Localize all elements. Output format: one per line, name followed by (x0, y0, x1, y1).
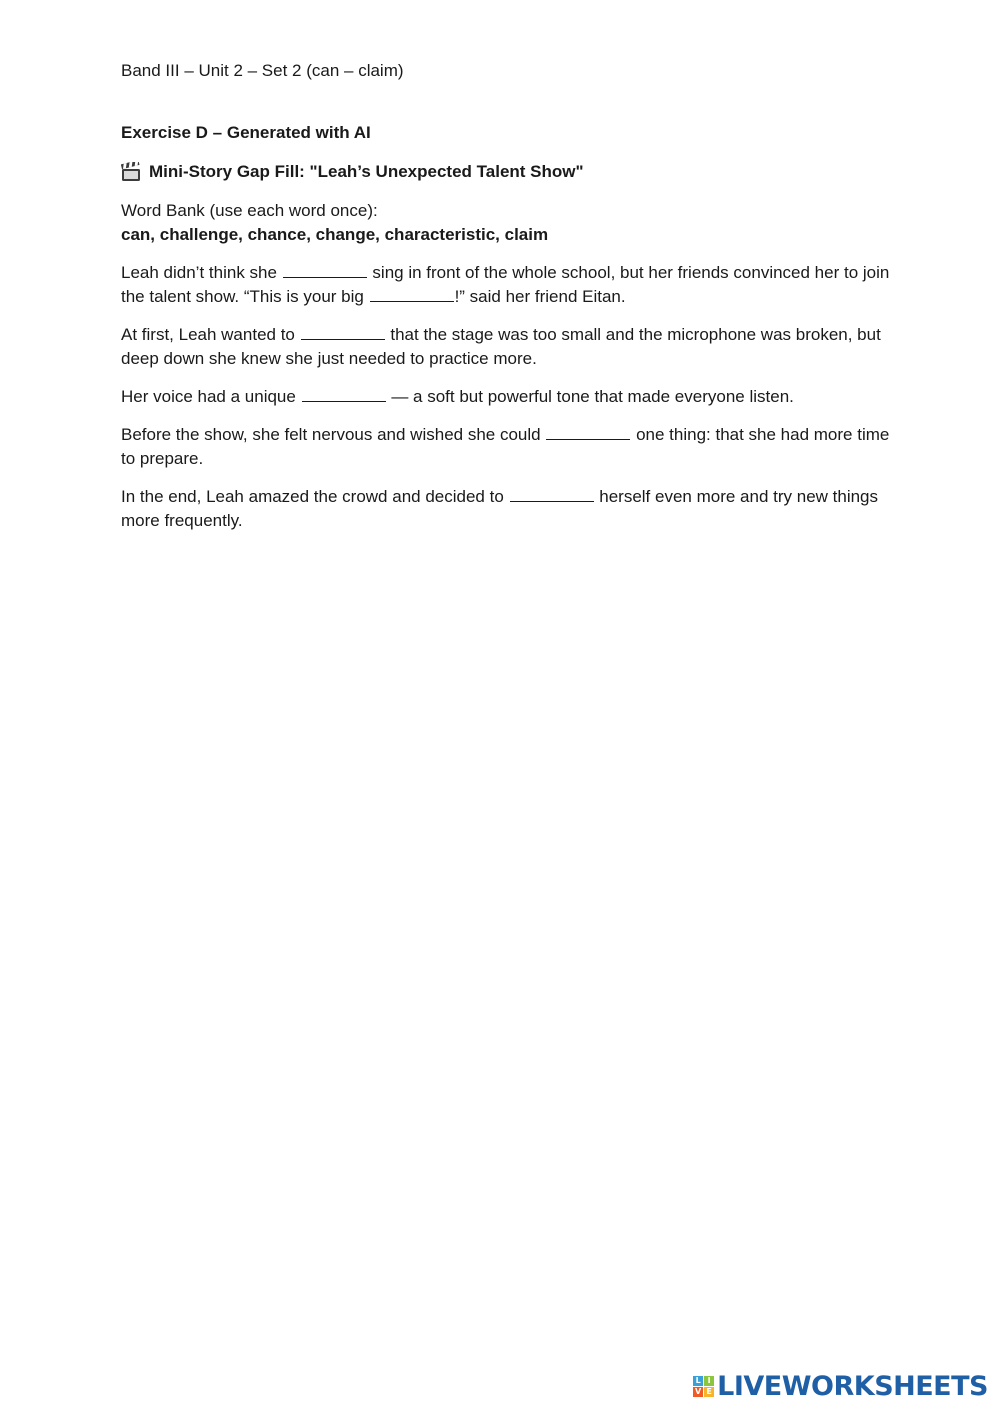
liveworksheets-wordmark: LIVEWORKSHEETS (717, 1371, 988, 1402)
gap-blank-1[interactable] (283, 263, 367, 278)
paragraph-text: herself even more and try new things more frequently. (121, 487, 879, 530)
mark-letter: V (695, 1387, 702, 1396)
story-title (121, 161, 584, 183)
paragraph-text: At first, Leah wanted to (121, 325, 295, 344)
paragraph-text: sing in front of the whole school, but her friends convinced her to join the talent show. “This is your big (121, 263, 890, 306)
paragraph-text: In the end, Leah amazed the crowd and decided to (121, 487, 504, 506)
story-paragraph-2 (121, 323, 891, 371)
gap-blank-3[interactable] (301, 325, 385, 340)
word-bank (121, 199, 548, 247)
paragraph-text: Her voice had a unique (121, 387, 296, 406)
gap-blank-2[interactable] (370, 287, 454, 302)
gap-blank-5[interactable] (546, 425, 630, 440)
clapperboard-icon (121, 162, 141, 182)
word-bank-words: can, challenge, chance, change, characteristic, claim (121, 225, 549, 244)
liveworksheets-logo (693, 1371, 988, 1402)
exercise-title: Exercise D – Generated with AI (121, 123, 371, 142)
liveworksheets-mark-icon (693, 1376, 714, 1397)
paragraph-text: that the stage was too small and the microphone was broken, but deep down she knew she just needed to practice more. (121, 325, 881, 368)
story-title-text: Mini-Story Gap Fill: "Leah’s Unexpected Talent Show" (149, 162, 584, 181)
paragraph-text: one thing: that she had more time to prepare. (121, 425, 890, 468)
mark-letter: E (704, 1387, 714, 1397)
story-paragraph-3 (121, 385, 891, 409)
gap-blank-4[interactable] (302, 387, 386, 402)
gap-blank-6[interactable] (510, 487, 594, 502)
paragraph-text: Before the show, she felt nervous and wished she could (121, 425, 541, 444)
story-paragraph-4 (121, 423, 891, 471)
story-paragraph-5 (121, 485, 891, 533)
story-paragraph-1 (121, 261, 891, 309)
word-bank-label: Word Bank (use each word once): (121, 201, 378, 220)
mark-letter: L (693, 1376, 703, 1386)
header-line: Band III – Unit 2 – Set 2 (can – claim) (121, 61, 404, 80)
mark-letter: I (704, 1376, 714, 1386)
paragraph-text: Leah didn’t think she (121, 263, 277, 282)
paragraph-text: !” said her friend Eitan. (454, 287, 626, 306)
paragraph-text: — a soft but powerful tone that made everyone listen. (391, 387, 794, 406)
